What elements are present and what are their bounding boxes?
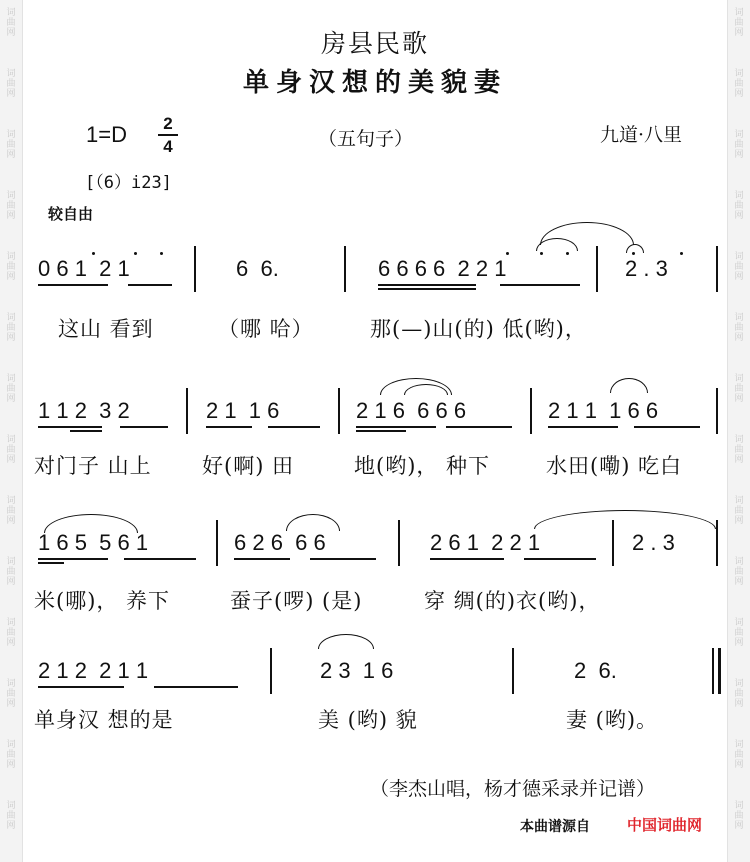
barline xyxy=(194,246,196,292)
watermark-text: 词 曲 网 xyxy=(734,435,744,465)
octave-dot xyxy=(566,252,569,255)
barline xyxy=(716,520,718,566)
watermark-text: 词 曲 网 xyxy=(6,679,16,709)
slur-arc xyxy=(286,514,340,531)
page-title: 房县民歌 xyxy=(320,29,429,58)
fermata-arc xyxy=(626,244,644,253)
beam-underline xyxy=(430,558,504,560)
song-form: （五句子） xyxy=(318,128,414,150)
lyric-measure-7: 地(哟)， 种下 xyxy=(354,454,491,478)
final-barline-thin xyxy=(712,648,714,694)
watermark-text: 词 曲 网 xyxy=(734,8,744,38)
watermark-text: 词 曲 网 xyxy=(734,496,744,526)
lyric-measure-8: 水田(嘞) 吃白 xyxy=(546,454,683,478)
key-signature: 1=D xyxy=(86,122,127,147)
barline xyxy=(398,520,400,566)
watermark-text: 词 曲 网 xyxy=(6,191,16,221)
beam-underline xyxy=(356,426,436,428)
beam-underline xyxy=(38,558,108,560)
watermark-text: 词 曲 网 xyxy=(6,801,16,831)
time-signature-bar xyxy=(158,134,178,136)
watermark-text: 词 曲 网 xyxy=(734,130,744,160)
song-location: 九道·八里 xyxy=(600,124,683,146)
lyric-measure-6: 好(啊) 田 xyxy=(202,454,295,478)
source-label: 本曲谱源自 xyxy=(520,819,590,835)
beam-underline xyxy=(356,430,406,432)
beam-underline xyxy=(268,426,320,428)
measure-15-notes: 2 6. xyxy=(574,658,617,683)
slur-arc xyxy=(318,634,374,649)
measure-7-notes: 2 1 6 6 6 6 xyxy=(356,398,467,423)
watermark-text: 词 曲 网 xyxy=(6,313,16,343)
beam-underline xyxy=(70,430,102,432)
source-brand-link[interactable]: 中国词曲网 xyxy=(627,816,703,834)
watermark-text: 词 曲 网 xyxy=(6,740,16,770)
tempo-marking: 较自由 xyxy=(48,205,94,223)
slur-arc xyxy=(610,378,648,393)
lyric-measure-13: 单身汉 想的是 xyxy=(34,708,174,732)
watermark-text: 词 曲 网 xyxy=(6,130,16,160)
slur-arc xyxy=(44,514,138,533)
watermark-text: 词 曲 网 xyxy=(734,801,744,831)
watermark-text: 词 曲 网 xyxy=(734,679,744,709)
final-barline-thick xyxy=(718,648,721,694)
beam-underline xyxy=(128,284,172,286)
barline xyxy=(344,246,346,292)
beam-underline xyxy=(124,558,196,560)
barline xyxy=(216,520,218,566)
octave-dot xyxy=(92,252,95,255)
song-title: 单身汉想的美貌妻 xyxy=(242,68,507,98)
barline xyxy=(186,388,188,434)
lyric-measure-9: 米(哪)， 养下 xyxy=(34,589,171,613)
lyric-measure-1: 这山 看到 xyxy=(58,317,154,341)
slur-arc xyxy=(540,222,634,245)
watermark-text: 词 曲 网 xyxy=(6,8,16,38)
watermark-text: 词 曲 网 xyxy=(734,557,744,587)
measure-9-notes: 1 6 5 5 6 1 xyxy=(38,530,149,555)
barline xyxy=(716,388,718,434)
barline xyxy=(270,648,272,694)
watermark-text: 词 曲 网 xyxy=(734,618,744,648)
lyric-measure-11: 穿 绸(的)衣(哟)， xyxy=(424,589,601,613)
watermark-text: 词 曲 网 xyxy=(734,252,744,282)
barline xyxy=(512,648,514,694)
lyric-measure-5: 对门子 山上 xyxy=(34,454,152,478)
measure-8-notes: 2 1 1 1 6 6 xyxy=(548,398,659,423)
barline xyxy=(338,388,340,434)
measure-11-notes: 2 6 1 2 2 1 xyxy=(430,530,541,555)
octave-dot xyxy=(160,252,163,255)
barline xyxy=(530,388,532,434)
watermark-text: 词 曲 网 xyxy=(6,252,16,282)
measure-12-notes: 2 . 3 xyxy=(632,530,675,555)
credit-line: （李杰山唱，杨才德采录并记谱） xyxy=(370,778,656,800)
beam-underline xyxy=(38,686,124,688)
watermark-text: 词 曲 网 xyxy=(6,374,16,404)
lyric-measure-15: 妻 (哟)。 xyxy=(566,708,659,732)
lyric-measure-2: （哪 哈） xyxy=(218,317,314,341)
measure-10-notes: 6 2 6 6 6 xyxy=(234,530,326,555)
beam-underline xyxy=(500,284,580,286)
beam-underline xyxy=(634,426,700,428)
watermark-text: 词 曲 网 xyxy=(6,557,16,587)
watermark-text: 词 曲 网 xyxy=(734,313,744,343)
watermark-text: 词 曲 网 xyxy=(6,435,16,465)
watermark-text: 词 曲 网 xyxy=(734,191,744,221)
watermark-text: 词 曲 网 xyxy=(6,496,16,526)
beam-underline xyxy=(120,426,168,428)
time-signature xyxy=(158,114,178,156)
measure-1-notes: 0 6 1 2 1 xyxy=(38,256,130,281)
watermark-text: 词 曲 网 xyxy=(6,618,16,648)
beam-underline xyxy=(38,426,102,428)
watermark-text: 词 曲 网 xyxy=(6,69,16,99)
lyric-measure-10: 蚕子(啰) (是) xyxy=(230,589,363,613)
intro-notation: [（6）i23] xyxy=(85,173,172,193)
watermark-text: 词 曲 网 xyxy=(734,740,744,770)
lyric-measure-14: 美 (哟) 貌 xyxy=(318,708,418,732)
beam-underline xyxy=(548,426,618,428)
barline xyxy=(596,246,598,292)
beam-underline xyxy=(38,284,108,286)
time-signature-top: 2 xyxy=(163,114,173,133)
measure-14-notes: 2 3 1 6 xyxy=(320,658,394,683)
watermark-text: 词 曲 网 xyxy=(734,374,744,404)
watermark-text: 词 曲 网 xyxy=(734,69,744,99)
beam-underline xyxy=(206,426,252,428)
beam-underline xyxy=(446,426,512,428)
lyric-measure-3: 那(—)山(的) 低(哟)， xyxy=(370,317,587,341)
octave-dot xyxy=(134,252,137,255)
beam-underline xyxy=(154,686,238,688)
slur-arc xyxy=(534,510,716,529)
barline xyxy=(716,246,718,292)
octave-dot xyxy=(506,252,509,255)
beam-underline xyxy=(378,284,476,286)
octave-dot xyxy=(540,252,543,255)
beam-underline xyxy=(310,558,376,560)
octave-dot xyxy=(680,252,683,255)
beam-underline xyxy=(234,558,290,560)
measure-3-notes: 6 6 6 6 2 2 1 xyxy=(378,256,507,281)
beam-underline xyxy=(38,562,64,564)
measure-13-notes: 2 1 2 2 1 1 xyxy=(38,658,149,683)
time-signature-bottom: 4 xyxy=(163,137,173,156)
beam-underline xyxy=(524,558,596,560)
measure-6-notes: 2 1 1 6 xyxy=(206,398,280,423)
measure-5-notes: 1 1 2 3 2 xyxy=(38,398,130,423)
beam-underline xyxy=(378,288,476,290)
measure-2-notes: 6 6. xyxy=(236,256,279,281)
measure-4-notes: 2 . 3 xyxy=(625,256,668,281)
